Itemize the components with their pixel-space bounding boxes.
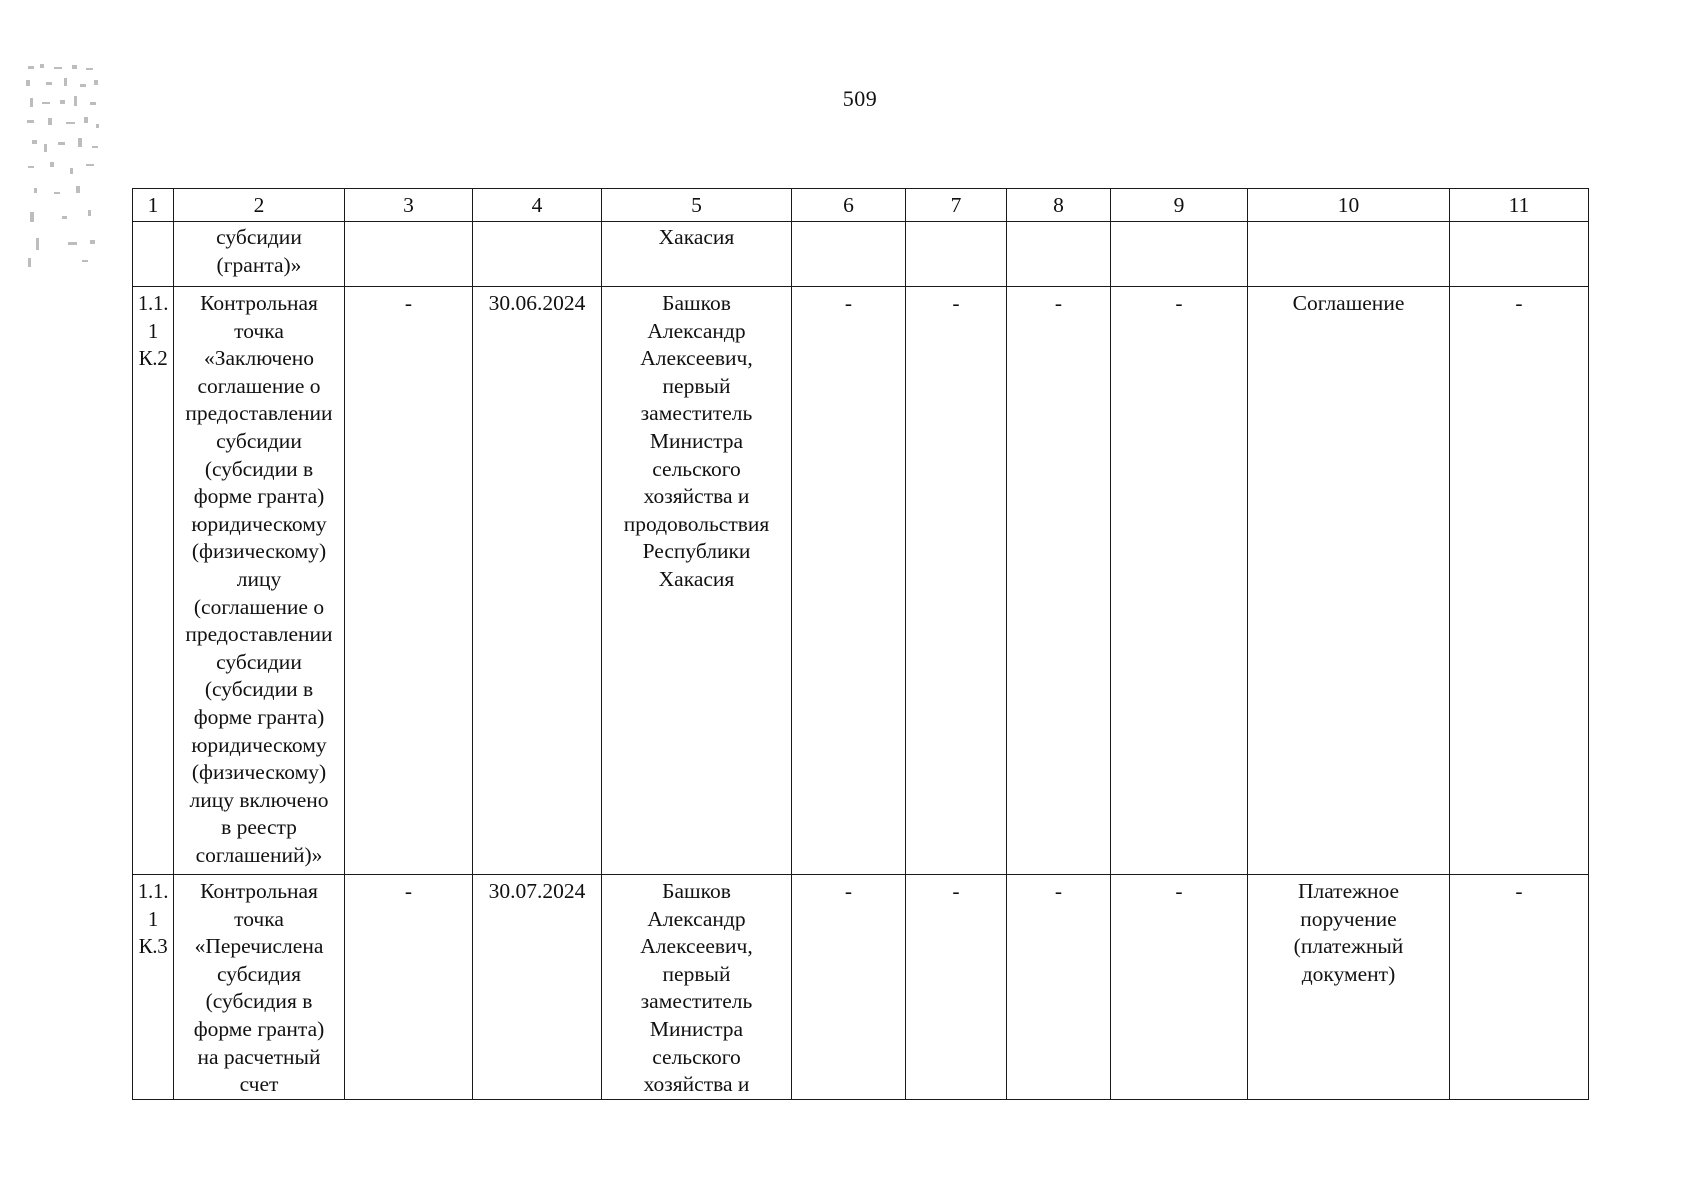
table-cell-col6: - — [792, 875, 906, 1100]
table-cell-col3: - — [345, 287, 473, 875]
table-row-k2 — [133, 287, 1589, 875]
table-cell-name: Контрольная точка «Перечислена субсидия (субсидия в форме гранта) на расчетный счет — [174, 875, 345, 1100]
column-number-header: 1 — [133, 189, 174, 222]
column-number-header: 7 — [906, 189, 1007, 222]
table-cell-name: субсидии (гранта)» — [174, 222, 345, 287]
table-cell-document: Соглашение — [1248, 287, 1450, 875]
table-cell-date: 30.07.2024 — [473, 875, 602, 1100]
scan-artifact — [24, 62, 104, 272]
table-cell-document: Платежное поручение (платежный документ) — [1248, 875, 1450, 1100]
table-cell-col8: - — [1007, 287, 1111, 875]
table-cell-col7 — [906, 222, 1007, 287]
table-cell-number: 1.1. 1 К.3 — [133, 875, 174, 1100]
table-cell-col7: - — [906, 287, 1007, 875]
table-cell-date: 30.06.2024 — [473, 287, 602, 875]
table-cell-number — [133, 222, 174, 287]
table-cell-col3: - — [345, 875, 473, 1100]
column-number-header: 9 — [1111, 189, 1248, 222]
column-number-header: 11 — [1450, 189, 1589, 222]
table-cell-col8 — [1007, 222, 1111, 287]
table-cell-col9: - — [1111, 875, 1248, 1100]
table-cell-col6: - — [792, 287, 906, 875]
table-cell-col9 — [1111, 222, 1248, 287]
control-points-table — [132, 188, 1589, 1100]
page-number: 509 — [842, 86, 878, 111]
column-number-header: 8 — [1007, 189, 1111, 222]
column-number-row — [133, 189, 1589, 222]
table-cell-responsible: Хакасия — [602, 222, 792, 287]
table-row-k3 — [133, 875, 1589, 1100]
column-number-header: 5 — [602, 189, 792, 222]
table-cell-date — [473, 222, 602, 287]
table-cell-responsible: Башков Александр Алексеевич, первый заместитель Министра сельского хозяйства и продовольствия Республики Хакасия — [602, 287, 792, 875]
table-cell-number: 1.1. 1 К.2 — [133, 287, 174, 875]
column-number-header: 6 — [792, 189, 906, 222]
column-number-header: 10 — [1248, 189, 1450, 222]
table-cell-col7: - — [906, 875, 1007, 1100]
table-cell-col3 — [345, 222, 473, 287]
table-cell-name: Контрольная точка «Заключено соглашение о предоставлении субсидии (субсидии в форме гранта) юридическому (физическому) лицу (соглашение о предоставлении субсидии (субсидии в форме гранта) юридическому (физическому) лицу включено в реестр соглашений)» — [174, 287, 345, 875]
table-cell-col8: - — [1007, 875, 1111, 1100]
table-cell-col11 — [1450, 222, 1589, 287]
column-number-header: 2 — [174, 189, 345, 222]
table-cell-col11: - — [1450, 875, 1589, 1100]
column-number-header: 4 — [473, 189, 602, 222]
table-cell-col11: - — [1450, 287, 1589, 875]
table-cell-responsible: Башков Александр Алексеевич, первый заместитель Министра сельского хозяйства и — [602, 875, 792, 1100]
table-cell-document — [1248, 222, 1450, 287]
column-number-header: 3 — [345, 189, 473, 222]
table-row-continuation — [133, 222, 1589, 287]
table-cell-col6 — [792, 222, 906, 287]
table-cell-col9: - — [1111, 287, 1248, 875]
